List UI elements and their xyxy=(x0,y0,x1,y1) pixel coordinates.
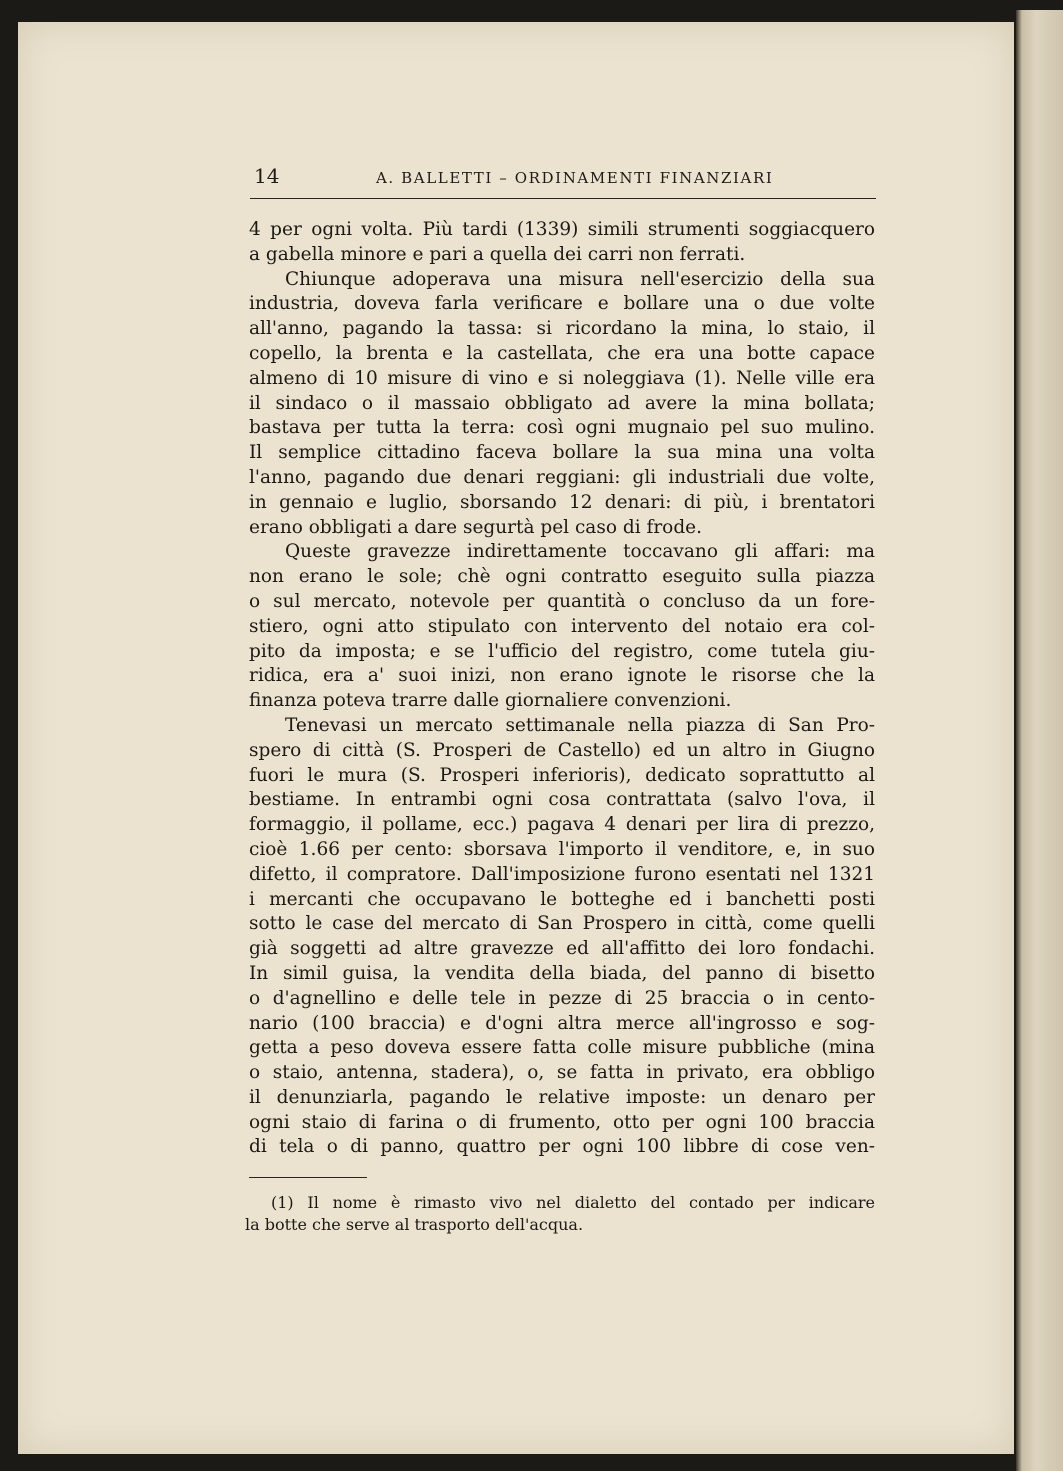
text-line: o d'agnellino e delle tele in pezze di 25 braccia o in cento- xyxy=(249,987,875,1009)
text-line: industria, doveva farla verificare e bollare una o due volte xyxy=(249,293,875,315)
paragraph xyxy=(249,714,875,1160)
text-line: 4 per ogni volta. Più tardi (1339) simili strumenti soggiacquero xyxy=(249,219,875,240)
text-line: all'anno, pagando la tassa: si ricordano la mina, lo staio, il xyxy=(249,318,875,340)
adjacent-page-edge xyxy=(1016,10,1063,1471)
text-line: bastava per tutta la terra: così ogni mugnaio pel suo mulino. xyxy=(249,417,875,439)
text-line: spero di città (S. Prosperi de Castello) ed un altro in Giugno xyxy=(249,739,875,761)
text-line: a gabella minore e pari a quella dei carri non ferrati. xyxy=(249,243,746,265)
paragraph xyxy=(249,268,875,541)
footnote-line: (1) Il nome è rimasto vivo nel dialetto del contado per indicare xyxy=(271,1193,875,1212)
footnote-divider xyxy=(249,1177,367,1178)
text-line: bestiame. In entrambi ogni cosa contrattata (salvo l'ova, il xyxy=(249,789,875,811)
text-line: Chiunque adoperava una misura nell'esercizio della sua xyxy=(285,268,875,290)
text-line: almeno di 10 misure di vino e si noleggiava (1). Nelle ville era xyxy=(249,367,875,389)
text-line: finanza poteva trarre dalle giornaliere convenzioni. xyxy=(249,690,732,712)
text-line: l'anno, pagando due denari reggiani: gli industriali due volte, xyxy=(249,466,875,488)
text-line: copello, la brenta e la castellata, che era una botte capace xyxy=(249,342,875,364)
text-line: di tela o di panno, quattro per ogni 100 libbre di cose ven- xyxy=(249,1136,875,1158)
paragraph xyxy=(249,540,875,714)
text-line: o sul mercato, notevole per quantità o concluso da un fore- xyxy=(249,590,875,612)
text-line: i mercanti che occupavano le botteghe ed i banchetti posti xyxy=(249,888,875,910)
text-line: stiero, ogni atto stipulato con intervento del notaio era col- xyxy=(249,615,875,637)
paragraph xyxy=(249,218,875,268)
text-line: ogni staio di farina o di frumento, otto per ogni 100 braccia xyxy=(249,1111,875,1133)
text-line: difetto, il compratore. Dall'imposizione furono esentati nel 1321 xyxy=(249,863,875,885)
text-line: Queste gravezze indirettamente toccavano gli affari: ma xyxy=(285,541,875,563)
text-line: o staio, antenna, stadera), o, se fatta in privato, era obbligo xyxy=(249,1062,875,1084)
text-line: sotto le case del mercato di San Prospero in città, come quelli xyxy=(249,913,875,935)
text-line: Il semplice cittadino faceva bollare la sua mina una volta xyxy=(249,442,875,464)
body-text xyxy=(249,218,875,1160)
text-line: nario (100 braccia) e d'ogni altra merce all'ingrosso e sog- xyxy=(249,1012,875,1034)
page-header xyxy=(250,162,876,199)
text-line: ridica, era a' suoi inizi, non erano ignote le risorse che la xyxy=(249,665,875,687)
page-number: 14 xyxy=(254,164,280,188)
text-line: In simil guisa, la vendita della biada, del panno di bisetto xyxy=(249,962,875,984)
text-line: il sindaco o il massaio obbligato ad avere la mina bollata; xyxy=(249,392,875,414)
text-line: fuori le mura (S. Prosperi inferioris), dedicato soprattutto al xyxy=(249,764,875,786)
text-line: il denunziarla, pagando le relative imposte: un denaro per xyxy=(249,1086,875,1108)
text-line: formaggio, il pollame, ecc.) pagava 4 denari per lira di prezzo, xyxy=(249,814,875,836)
footnote-line: la botte che serve al trasporto dell'acqua. xyxy=(245,1215,584,1234)
text-line: erano obbligati a dare segurtà pel caso di frode. xyxy=(249,516,702,538)
running-title: A. BALLETTI – ORDINAMENTI FINANZIARI xyxy=(376,169,774,187)
text-line: in gennaio e luglio, sborsando 12 denari: di più, i brentatori xyxy=(249,491,875,513)
text-line: Tenevasi un mercato settimanale nella piazza di San Pro- xyxy=(285,714,875,736)
text-line: cioè 1.66 per cento: sborsava l'importo il venditore, e, in suo xyxy=(249,838,875,860)
text-line: getta a peso doveva essere fatta colle misure pubbliche (mina xyxy=(249,1037,875,1059)
footnote xyxy=(245,1192,875,1236)
text-line: già soggetti ad altre gravezze ed all'affitto dei loro fondachi. xyxy=(249,938,875,960)
text-line: pito da imposta; e se l'ufficio del registro, come tutela giu- xyxy=(249,640,875,662)
text-line: non erano le sole; chè ogni contratto eseguito sulla piazza xyxy=(249,566,875,588)
